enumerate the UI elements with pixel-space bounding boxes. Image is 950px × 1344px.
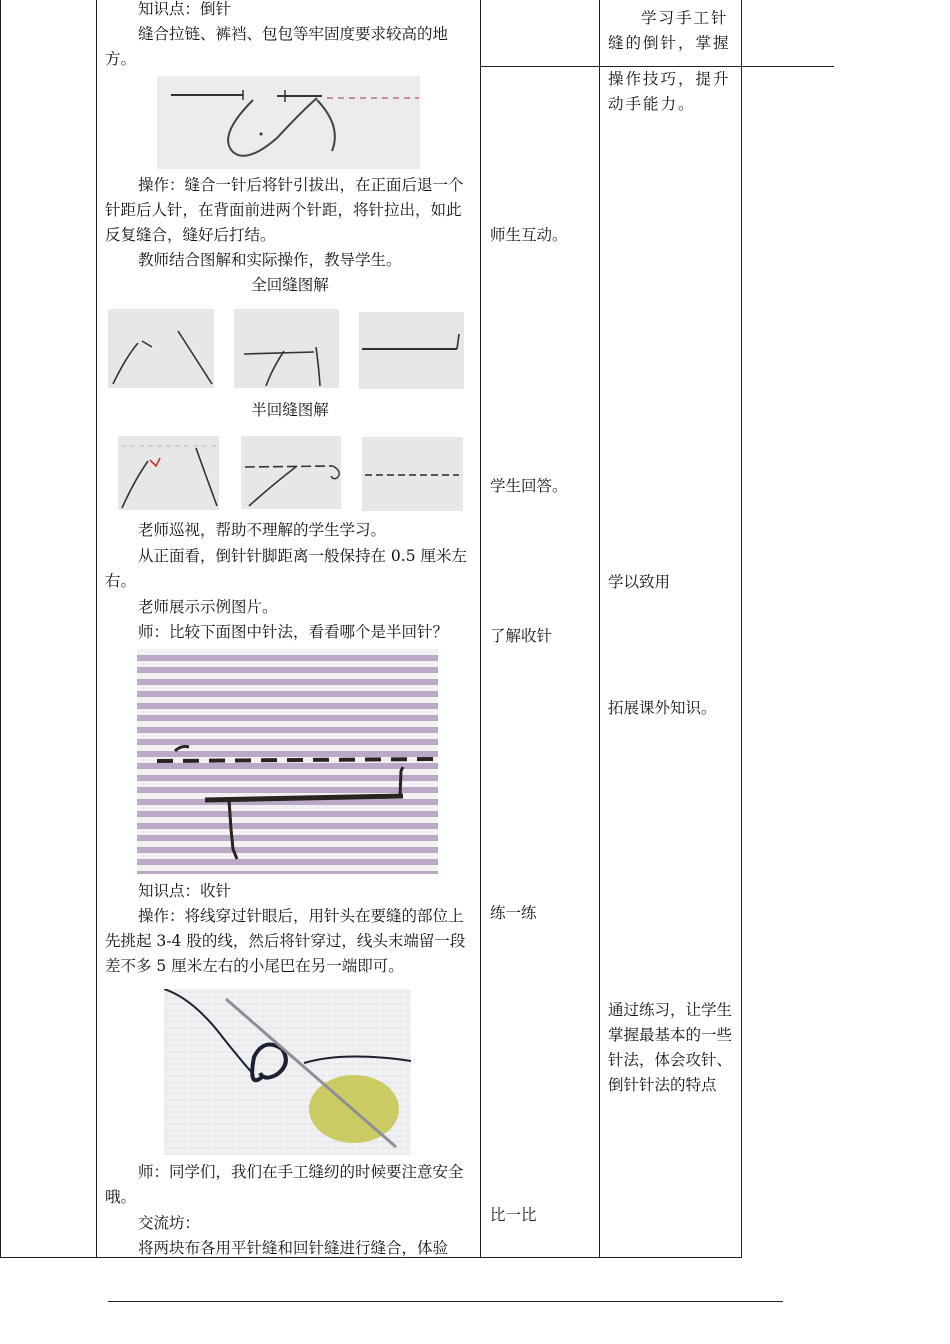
needle-knot-photo [164, 989, 411, 1155]
half-back-step-2 [241, 436, 341, 509]
half-back-caption: 半回缝图解 [251, 401, 329, 419]
op-backstitch: 操作：缝合一针后将针引拔出，在正面后退一个针距后人针，在背面前进两个针距，将针拉出，如此反复缝合，缝好后打结。 [105, 176, 464, 244]
kp-backstitch-title: 知识点：倒针 [138, 0, 232, 18]
full-back-step-3 [359, 312, 464, 389]
column-divider-2 [480, 0, 481, 1258]
backstitch-diagram [157, 76, 420, 169]
half-back-step-3 [362, 437, 463, 511]
activity-answer: 学生回答。 [490, 477, 568, 495]
activity-practice: 练一练 [490, 904, 537, 922]
column-divider-1 [96, 0, 97, 1258]
column-divider-4 [741, 0, 742, 1258]
exchange-desc: 将两块布各用平针缝和回针缝进行缝合，体验 [138, 1239, 449, 1257]
column-divider-3 [599, 0, 600, 1258]
activity-compare: 比一比 [490, 1206, 537, 1224]
activity-learn-finish: 了解收针 [490, 627, 553, 645]
stitch-distance: 从正面看，倒针针脚距离一般保持在 0.5 厘米左右。 [105, 547, 468, 590]
teacher-question: 师：比较下面图中针法，看看哪个是半回针？ [138, 623, 449, 641]
teacher-show: 老师展示示例图片。 [138, 598, 278, 616]
exchange-title: 交流坊： [138, 1214, 201, 1232]
half-back-step-1 [118, 436, 219, 510]
intent-goal-1: 学习手工针缝的倒针，掌握 [608, 9, 731, 52]
kp-finish-title: 知识点：收针 [138, 882, 232, 900]
intent-extend: 拓展课外知识。 [608, 699, 717, 717]
teacher-demo: 教师结合图解和实际操作，教导学生。 [138, 251, 402, 269]
intent-goal-2: 操作技巧，提升动手能力。 [608, 70, 731, 113]
intent-apply: 学以致用 [608, 573, 671, 591]
footer-rule [108, 1301, 783, 1302]
activity-interact: 师生互动。 [490, 226, 568, 244]
table-border-left [0, 0, 1, 1258]
intent-practice-goal: 通过练习，让学生掌握最基本的一些针法，体会攻针、倒针针法的特点 [608, 1001, 733, 1094]
kp-backstitch-desc: 缝合拉链、裤裆、包包等牢固度要求较高的地方。 [105, 25, 449, 68]
full-back-caption: 全回缝图解 [251, 276, 329, 294]
stitch-comparison-photo [137, 649, 438, 874]
op-finish: 操作：将线穿过针眼后，用针头在要缝的部位上先挑起 3-4 股的线，然后将针穿过，线头末端留一段差不多 5 厘米左右的小尾巴在另一端即可。 [105, 907, 466, 975]
full-back-step-1 [108, 309, 214, 388]
full-back-step-2 [234, 309, 339, 388]
teacher-patrol: 老师巡视，帮助不理解的学生学习。 [138, 521, 387, 539]
safety-reminder: 师：同学们，我们在手工缝纫的时候要注意安全哦。 [105, 1163, 464, 1206]
